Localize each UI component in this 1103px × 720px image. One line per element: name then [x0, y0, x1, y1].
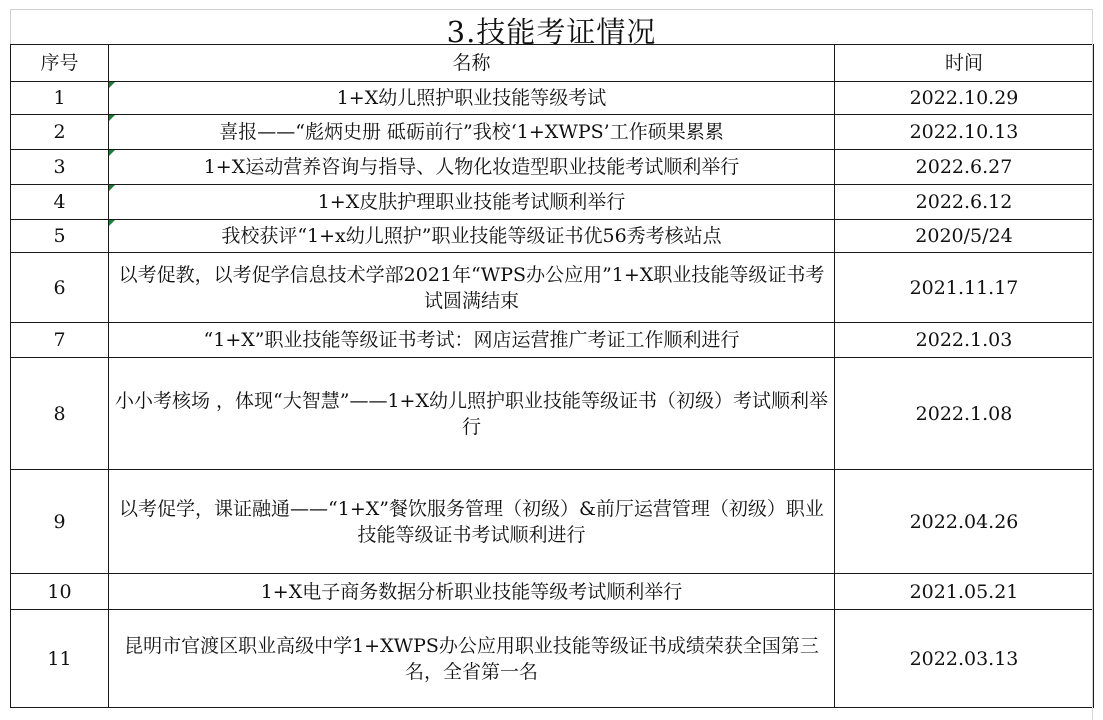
- table-row: [11, 185, 1094, 220]
- header-time[interactable]: 时间: [835, 45, 1094, 82]
- header-row: [11, 45, 1094, 82]
- table-row: [11, 115, 1094, 150]
- cell-time[interactable]: 2022.6.27: [835, 150, 1094, 185]
- cell-seq[interactable]: 1: [11, 82, 109, 115]
- cell-seq[interactable]: 10: [11, 574, 109, 610]
- cell-time[interactable]: 2022.10.13: [835, 115, 1094, 150]
- table-row: [11, 358, 1094, 470]
- cell-marker: [109, 82, 115, 88]
- cell-name[interactable]: [109, 82, 835, 115]
- cell-name[interactable]: “1+X”职业技能等级证书考试：网店运营推广考证工作顺利进行: [109, 323, 835, 358]
- table-row: [11, 574, 1094, 610]
- cell-name-text: 1+X运动营养咨询与指导、人物化妆造型职业技能考试顺利举行: [203, 156, 740, 178]
- table-row: [11, 253, 1094, 323]
- cell-seq[interactable]: 7: [11, 323, 109, 358]
- cell-time[interactable]: 2022.03.13: [835, 610, 1094, 708]
- cell-name[interactable]: 1+X电子商务数据分析职业技能等级考试顺利举行: [109, 574, 835, 610]
- cell-time[interactable]: 2022.1.08: [835, 358, 1094, 470]
- cell-marker: [109, 115, 115, 121]
- cell-time[interactable]: 2020/5/24: [835, 220, 1094, 253]
- cell-seq[interactable]: 6: [11, 253, 109, 323]
- cell-seq[interactable]: 8: [11, 358, 109, 470]
- cell-marker: [109, 150, 115, 156]
- cell-name[interactable]: 以考促教，以考促学信息技术学部2021年“WPS办公应用”1+X职业技能等级证书考试圆满结束: [109, 253, 835, 323]
- header-seq[interactable]: 序号: [11, 45, 109, 82]
- cell-seq[interactable]: 5: [11, 220, 109, 253]
- cell-name[interactable]: 昆明市官渡区职业高级中学1+XWPS办公应用职业技能等级证书成绩荣获全国第三名，全省第一名: [109, 610, 835, 708]
- cell-seq[interactable]: 11: [11, 610, 109, 708]
- cell-name[interactable]: [109, 115, 835, 150]
- table-row: [11, 82, 1094, 115]
- cell-name-text: 我校获评“1+x幼儿照护”职业技能等级证书优56秀考核站点: [221, 225, 722, 247]
- cell-time[interactable]: 2021.05.21: [835, 574, 1094, 610]
- cell-name[interactable]: [109, 220, 835, 253]
- table-row: [11, 323, 1094, 358]
- cell-name[interactable]: [109, 150, 835, 185]
- header-name[interactable]: 名称: [109, 45, 835, 82]
- cell-time[interactable]: 2022.6.12: [835, 185, 1094, 220]
- table-row: [11, 470, 1094, 574]
- cell-seq[interactable]: 3: [11, 150, 109, 185]
- table-row: [11, 610, 1094, 708]
- cell-seq[interactable]: 4: [11, 185, 109, 220]
- cell-time[interactable]: 2021.11.17: [835, 253, 1094, 323]
- cell-name-text: 1+X皮肤护理职业技能考试顺利举行: [317, 191, 626, 213]
- cell-name[interactable]: 以考促学，课证融通——“1+X”餐饮服务管理（初级）&前厅运营管理（初级）职业技能等级证书考试顺利进行: [109, 470, 835, 574]
- cell-name-text: 喜报——“彪炳史册 砥砺前行”我校‘1+XWPS’工作硕果累累: [219, 121, 724, 143]
- sheet-title: 3.技能考证情况: [10, 9, 1093, 44]
- cell-seq[interactable]: 9: [11, 470, 109, 574]
- cell-marker: [109, 185, 115, 191]
- cell-seq[interactable]: 2: [11, 115, 109, 150]
- cell-name[interactable]: 小小考核场 ，体现“大智慧”——1+X幼儿照护职业技能等级证书（初级）考试顺利举行: [109, 358, 835, 470]
- cell-time[interactable]: 2022.1.03: [835, 323, 1094, 358]
- cell-name[interactable]: [109, 185, 835, 220]
- cell-time[interactable]: 2022.10.29: [835, 82, 1094, 115]
- cell-name-text: 1+X幼儿照护职业技能等级考试: [336, 87, 607, 109]
- sheet-gridline: [1092, 9, 1093, 720]
- table-row: [11, 150, 1094, 185]
- certification-table: [10, 44, 1094, 708]
- cell-marker: [109, 220, 115, 226]
- table-row: [11, 220, 1094, 253]
- cell-time[interactable]: 2022.04.26: [835, 470, 1094, 574]
